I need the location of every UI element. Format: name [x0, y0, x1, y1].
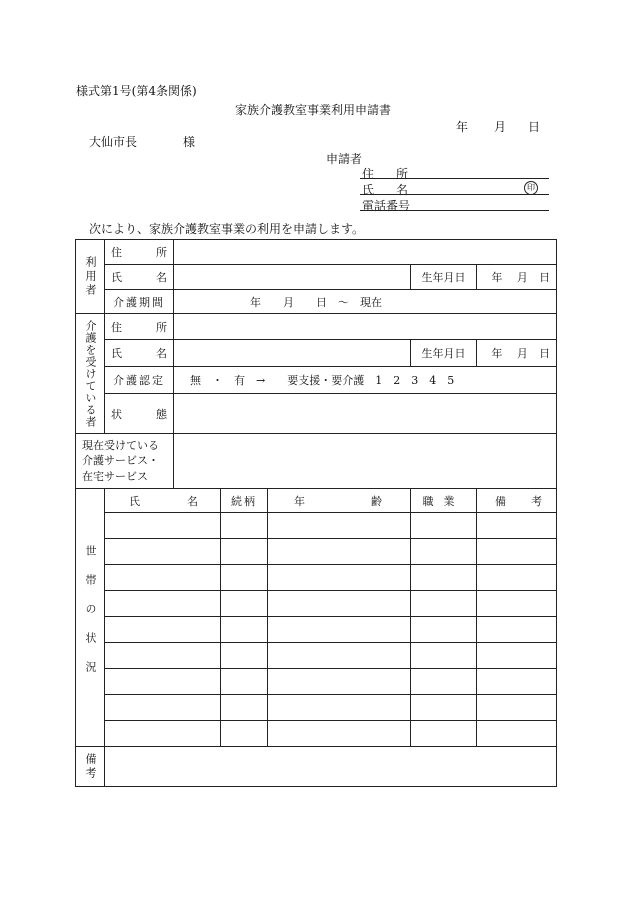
user-care-period-value: 年 月 日 ～ 現在 [250, 295, 382, 309]
household-age-cell[interactable] [268, 643, 411, 669]
household-note-cell[interactable] [477, 669, 557, 695]
household-name-cell[interactable] [105, 539, 221, 565]
cared-cert-field[interactable] [174, 367, 557, 394]
user-address-row [76, 240, 557, 265]
honorific: 様 [183, 135, 196, 149]
household-name-cell[interactable] [105, 513, 221, 539]
household-name-cell[interactable] [105, 695, 221, 721]
seal-icon: 印 [524, 181, 538, 195]
applicant-label: 申請者 [326, 152, 363, 166]
household-group-label: 世帯の状況 [84, 545, 98, 690]
household-relation-cell[interactable] [221, 513, 268, 539]
user-name-label-2: 名 [156, 271, 167, 284]
cared-cert-value: 無 ・ 有 → 要支援・要介護 1 2 3 4 5 [190, 374, 455, 387]
applicant-name-label-2: 名 [396, 183, 409, 197]
household-name-cell[interactable] [105, 721, 221, 747]
table-row [76, 669, 557, 695]
services-row [76, 434, 557, 489]
household-relation-cell[interactable] [221, 565, 268, 591]
household-note-cell[interactable] [477, 695, 557, 721]
household-job-cell[interactable] [411, 591, 477, 617]
cared-address-row [76, 314, 557, 340]
intro-text: 次により、家族介護教室事業の利用を申請します。 [89, 222, 365, 236]
applicant-phone-line[interactable] [360, 210, 549, 211]
applicant-address-label-2: 所 [396, 167, 409, 181]
services-label-line-3: 在宅サービス [82, 469, 148, 483]
household-name-cell[interactable] [105, 643, 221, 669]
household-job-cell[interactable] [411, 539, 477, 565]
household-note-cell[interactable] [477, 565, 557, 591]
cared-condition-row [76, 394, 557, 434]
user-address-label-cell [105, 240, 174, 265]
cared-address-label-2: 所 [156, 320, 167, 334]
table-row [76, 591, 557, 617]
table-row [76, 695, 557, 721]
user-name-label-1: 氏 [111, 271, 122, 284]
household-age-cell[interactable] [268, 695, 411, 721]
services-field[interactable] [174, 434, 557, 489]
applicant-address-label-1: 住 [362, 167, 375, 181]
household-name-cell[interactable] [105, 669, 221, 695]
user-address-field[interactable] [174, 240, 557, 265]
services-label-line-1: 現在受けている [82, 438, 159, 452]
household-age-cell[interactable] [268, 669, 411, 695]
household-age-cell[interactable] [268, 539, 411, 565]
cared-name-label-2: 名 [156, 347, 167, 360]
cared-birth-label: 生年月日 [411, 340, 477, 367]
user-care-period-field[interactable] [174, 290, 557, 314]
user-name-row [76, 265, 557, 290]
household-job-cell[interactable] [411, 643, 477, 669]
date-year: 年 [456, 120, 469, 134]
household-relation-cell[interactable] [221, 591, 268, 617]
household-col-relation: 続柄 [221, 489, 268, 513]
cared-name-row [76, 340, 557, 367]
cared-name-field[interactable] [174, 340, 411, 367]
services-label-cell [76, 434, 174, 489]
remarks-row [76, 747, 557, 787]
household-col-age [268, 489, 411, 513]
household-col-note-1: 備 [495, 494, 506, 508]
household-name-cell[interactable] [105, 565, 221, 591]
seal-mark [524, 180, 538, 195]
cared-condition-label-1: 状 [111, 407, 122, 421]
household-col-note [477, 489, 557, 513]
cared-birth-day: 日 [539, 347, 551, 360]
cared-condition-label-2: 態 [156, 407, 167, 421]
cared-birth-year: 年 [491, 347, 503, 360]
user-birth-field[interactable] [477, 265, 557, 290]
user-group-cell [76, 240, 105, 314]
cared-birth-month: 月 [516, 347, 528, 360]
household-col-name-2: 名 [187, 494, 198, 508]
household-note-cell[interactable] [477, 617, 557, 643]
form-number: 様式第1号(第4条関係) [76, 84, 197, 98]
household-note-cell[interactable] [477, 721, 557, 747]
household-job-cell[interactable] [411, 721, 477, 747]
date-day: 日 [528, 120, 541, 134]
household-age-cell[interactable] [268, 513, 411, 539]
household-col-age-2: 齢 [371, 494, 382, 508]
application-form-table [75, 239, 557, 787]
date-month: 月 [494, 120, 507, 134]
household-job-cell[interactable] [411, 513, 477, 539]
user-care-period-row [76, 290, 557, 314]
cared-birth-field[interactable] [477, 340, 557, 367]
table-row [76, 539, 557, 565]
table-row [76, 565, 557, 591]
household-note-cell[interactable] [477, 539, 557, 565]
household-header-row [76, 489, 557, 513]
household-age-cell[interactable] [268, 591, 411, 617]
applicant-phone-label: 電話番号 [362, 199, 411, 213]
remarks-label: 備考 [84, 752, 98, 781]
cared-name-label-cell [105, 340, 174, 367]
cared-condition-label-cell [105, 394, 174, 434]
household-note-cell[interactable] [477, 513, 557, 539]
table-row [76, 643, 557, 669]
household-name-cell[interactable] [105, 591, 221, 617]
cared-address-label-cell [105, 314, 174, 340]
cared-group-cell [76, 314, 105, 434]
applicant-address-line[interactable] [360, 178, 549, 179]
cared-address-field[interactable] [174, 314, 557, 340]
user-group-label: 利用者 [84, 255, 98, 298]
cared-condition-field[interactable] [174, 394, 557, 434]
services-label-line-2: 介護サービス・ [82, 454, 159, 468]
form-title: 家族介護教室事業利用申請書 [235, 103, 392, 117]
user-address-label-1: 住 [111, 246, 122, 259]
household-note-cell[interactable] [477, 643, 557, 669]
household-age-cell[interactable] [268, 617, 411, 643]
applicant-name-line[interactable] [360, 194, 549, 195]
household-col-job: 職業 [411, 489, 477, 513]
household-relation-cell[interactable] [221, 721, 268, 747]
user-care-period-label: 介護期間 [105, 290, 174, 314]
addressee: 大仙市長 [89, 135, 138, 149]
table-row [76, 721, 557, 747]
household-note-cell[interactable] [477, 591, 557, 617]
household-relation-cell[interactable] [221, 695, 268, 721]
user-birth-day: 日 [539, 271, 551, 284]
household-age-cell[interactable] [268, 721, 411, 747]
household-job-cell[interactable] [411, 669, 477, 695]
household-job-cell[interactable] [411, 617, 477, 643]
applicant-name-label-1: 氏 [362, 183, 375, 197]
cared-cert-label: 介護認定 [105, 367, 174, 394]
table-row [76, 617, 557, 643]
household-name-cell[interactable] [105, 617, 221, 643]
cared-address-label-1: 住 [111, 320, 122, 334]
user-birth-year: 年 [491, 271, 503, 284]
household-age-cell[interactable] [268, 565, 411, 591]
household-col-note-2: 考 [531, 494, 543, 508]
remarks-field[interactable] [105, 747, 557, 787]
user-name-label-cell [105, 265, 174, 290]
household-col-name [105, 489, 221, 513]
user-address-label-2: 所 [156, 246, 167, 259]
household-relation-cell[interactable] [221, 617, 268, 643]
household-relation-cell[interactable] [221, 539, 268, 565]
remarks-label-cell [76, 747, 105, 787]
user-name-field[interactable] [174, 265, 411, 290]
household-col-age-1: 年 [294, 494, 305, 508]
household-col-name-1: 氏 [129, 494, 140, 508]
cared-cert-row [76, 367, 557, 394]
household-relation-cell[interactable] [221, 669, 268, 695]
household-job-cell[interactable] [411, 695, 477, 721]
table-row [76, 513, 557, 539]
user-birth-month: 月 [516, 271, 528, 284]
cared-group-label: 介護を受けている者 [84, 319, 98, 428]
user-birth-label: 生年月日 [411, 265, 477, 290]
household-relation-cell[interactable] [221, 643, 268, 669]
household-job-cell[interactable] [411, 565, 477, 591]
cared-name-label-1: 氏 [111, 347, 122, 360]
household-group-cell [76, 489, 105, 747]
